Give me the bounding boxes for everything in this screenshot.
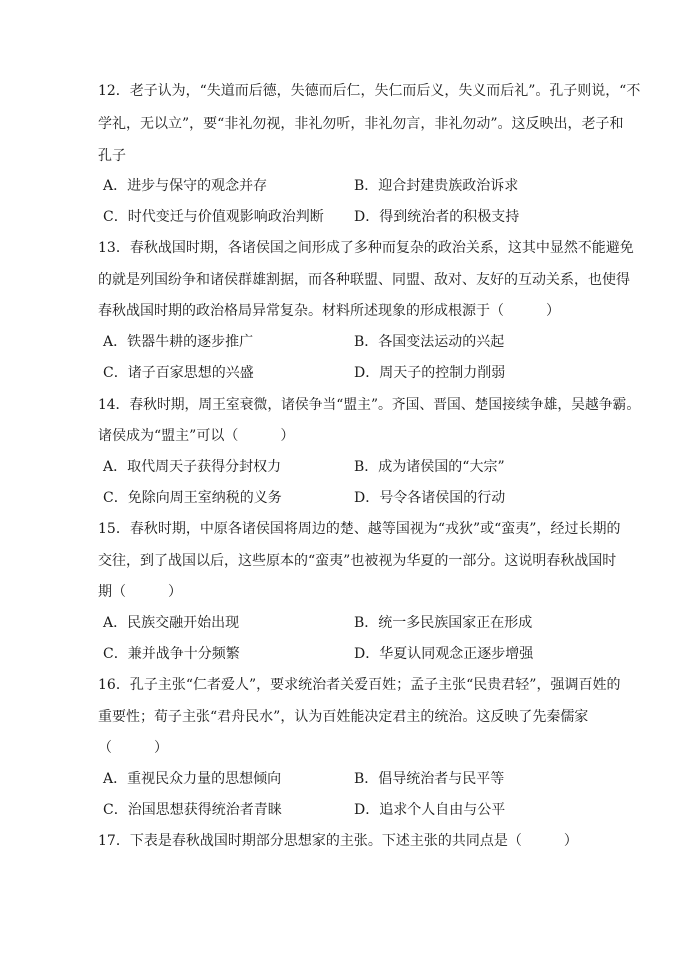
question-17-line-1: 17．下表是春秋战国时期部分思想家的主张。下述主张的共同点是（ ） [98,833,578,849]
question-15-option-c: C．兼并战争十分频繁 [103,646,240,662]
question-15-line-2: 交往，到了战国以后，这些原本的“蛮夷”也被视为华夏的一部分。这说明春秋战国时 [98,553,617,569]
question-13-line-2: 的就是列国纷争和诸侯群雄割据，而各种联盟、同盟、敌对、友好的互动关系，也使得 [98,272,630,288]
question-16-line-3: （ ） [98,740,168,756]
question-13-option-a: A．铁器牛耕的逐步推广 [103,334,254,350]
question-16-option-b: B．倡导统治者与民平等 [354,771,505,787]
question-15-option-b: B．统一多民族国家正在形成 [354,615,533,631]
question-15-option-a: A．民族交融开始出现 [103,615,240,631]
question-15-option-d: D．华夏认同观念正逐步增强 [354,646,534,662]
question-13-line-1: 13．春秋战国时期，各诸侯国之间形成了多种而复杂的政治关系，这其中显然不能避免 [98,240,634,256]
question-15-line-1: 15．春秋时期，中原各诸侯国将周边的楚、越等国视为“戎狄”或“蛮夷”，经过长期的 [98,521,621,537]
question-14-option-d: D．号令各诸侯国的行动 [354,490,506,506]
question-12-option-b: B．迎合封建贵族政治诉求 [354,178,519,194]
question-14-option-c: C．免除向周王室纳税的义务 [103,490,282,506]
question-12-line-3: 孔子 [98,148,126,164]
question-16-line-2: 重要性；荀子主张“君舟民水”，认为百姓能决定君主的统治。这反映了先秦儒家 [98,709,589,725]
question-16-option-a: A．重视民众力量的思想倾向 [103,771,282,787]
question-12-option-d: D．得到统治者的积极支持 [354,209,520,225]
question-16-option-c: C．治国思想获得统治者青睐 [103,802,282,818]
question-13-option-c: C．诸子百家思想的兴盛 [103,365,254,381]
question-14-line-2: 诸侯成为“盟主”可以（ ） [98,428,295,444]
question-15-line-3: 期（ ） [98,584,182,600]
question-14-option-b: B．成为诸侯国的“大宗” [354,459,505,475]
question-12-line-1: 12．老子认为，“失道而后德，失德而后仁，失仁而后义，失义而后礼”。孔子则说，“不 [98,83,641,99]
question-13-option-b: B．各国变法运动的兴起 [354,334,505,350]
question-16-line-1: 16．孔子主张“仁者爱人”，要求统治者关爱百姓；孟子主张“民贵君轻”，强调百姓的 [98,677,621,693]
question-13-option-d: D．周天子的控制力削弱 [354,365,506,381]
question-12-option-c: C．时代变迁与价值观影响政治判断 [103,209,324,225]
question-12-option-a: A．进步与保守的观念并存 [103,178,268,194]
question-14-line-1: 14．春秋时期，周王室衰微，诸侯争当“盟主”。齐国、晋国、楚国接续争雄，吴越争霸。 [98,397,641,413]
question-13-line-3: 春秋战国时期的政治格局异常复杂。材料所述现象的形成根源于（ ） [98,303,560,319]
question-16-option-d: D．追求个人自由与公平 [354,802,506,818]
question-12-line-2: 学礼，无以立”，要“非礼勿视，非礼勿听，非礼勿言，非礼勿动”。这反映出，老子和 [98,116,624,132]
question-14-option-a: A．取代周天子获得分封权力 [103,459,282,475]
